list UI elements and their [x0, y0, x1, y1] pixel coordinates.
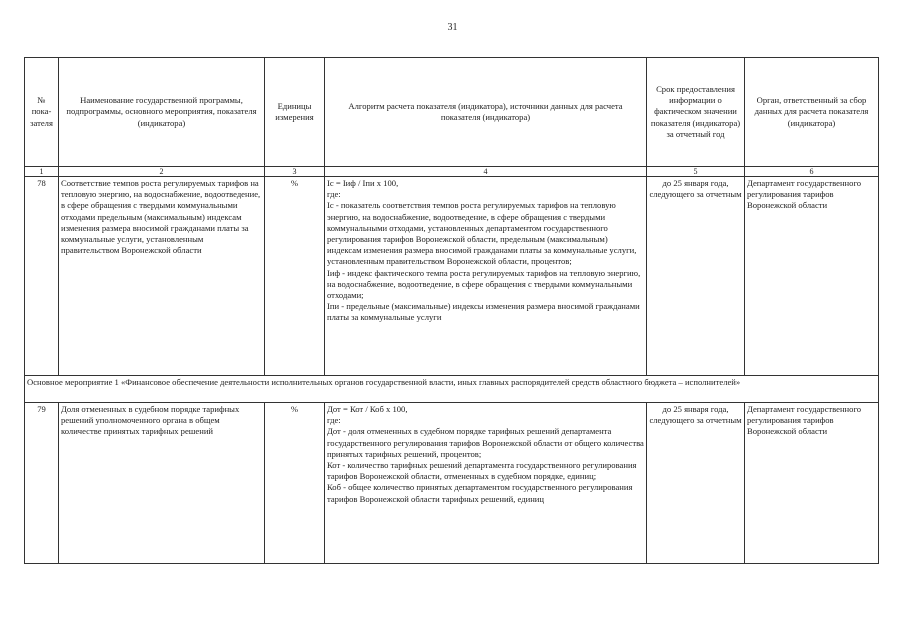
header-deadline: Срок предоставления информации о фактическом значении показателя (индикатора) за отчетный год: [647, 58, 745, 167]
header-unit: Единицы измерения: [265, 58, 325, 167]
variable-definition: Коб - общее количество принятых департаментом государственного регулирования тарифов Воронежской области тарифных решений, единиц: [327, 482, 633, 504]
indicator-name: Соответствие темпов роста регулируемых тарифов на тепловую энергию, на водоснабжение, водоотведение, в сфере обращения с твердыми коммунальными отходами предельным (максимальным) индексам изменения размера вносимой гражданами платы за коммунальные услуги, установленным правительством Воронежской области: [59, 177, 265, 376]
section-title: Основное мероприятие 1 «Финансовое обеспечение деятельности исполнительных органов государственной власти, иных главных распорядителей средств областного бюджета – исполнителей»: [25, 376, 879, 403]
table-row: [25, 403, 879, 564]
page-number: 31: [447, 22, 458, 33]
indicator-name: Доля отмененных в судебном порядке тарифных решений уполномоченного органа в общем количестве принятых тарифных решений: [59, 403, 265, 564]
column-number: 4: [325, 167, 647, 177]
column-number: 5: [647, 167, 745, 177]
variable-definition: Iс - показатель соответствия темпов роста регулируемых тарифов на тепловую энергию, на водоснабжение, водоотведение, в сфере обращения с твердыми коммунальными отходами, установленных департаментом государственного регулирования тарифов Воронежской области, предельным (максимальным) индексам изменения размера вносимой гражданами платы за коммунальные услуги, установленным правительством Воронежской области, процентов;: [327, 200, 637, 267]
responsible-body: Департамент государственного регулирования тарифов Воронежской области: [745, 403, 879, 564]
column-number: 6: [745, 167, 879, 177]
row-number: 78: [25, 177, 59, 376]
variable-definition: Дот - доля отмененных в судебном порядке тарифных решений департамента государственного регулирования тарифов Воронежской области от общего количества принятых тарифных решений, процентов;: [327, 426, 644, 459]
unit: %: [265, 403, 325, 564]
table-header-row: [25, 58, 879, 167]
algorithm: [325, 403, 647, 564]
variable-definition: Iиф - индекс фактического темпа роста регулируемых тарифов на тепловую энергию, на водоснабжение, водоотведение, в сфере обращения с твердыми коммунальными отходами;: [327, 267, 641, 301]
deadline: до 25 января года, следующего за отчетным: [647, 403, 745, 564]
where-label: где:: [327, 189, 341, 200]
algorithm: [325, 177, 647, 376]
formula: Дот = Кот / Коб x 100,: [327, 404, 408, 414]
header-indicator-number: № пока-зателя: [25, 58, 59, 167]
indicators-table: [24, 57, 879, 564]
column-number-row: [25, 167, 879, 177]
table-row: [25, 177, 879, 376]
deadline: до 25 января года, следующего за отчетным: [647, 177, 745, 376]
column-number: 2: [59, 167, 265, 177]
header-algorithm: Алгоритм расчета показателя (индикатора), источники данных для расчета показателя (индикатора): [325, 58, 647, 167]
formula: Iс = Iиф / Iпи x 100,: [327, 178, 399, 188]
column-number: 3: [265, 167, 325, 177]
variable-definition: Кот - количество тарифных решений департамента государственного регулирования тарифов Воронежской области, отмененных в судебном порядке, единиц;: [327, 460, 637, 482]
header-indicator-name: Наименование государственной программы, подпрограммы, основного мероприятия, показателя (индикатора): [59, 58, 265, 167]
header-responsible-body: Орган, ответственный за сбор данных для расчета показателя (индикатора): [745, 58, 879, 167]
variable-definition: Iпи - предельные (максимальные) индексы изменения размера вносимой гражданами платы за коммунальные услуги: [327, 301, 640, 323]
section-row: [25, 376, 879, 403]
unit: %: [265, 177, 325, 376]
where-label: где:: [327, 415, 341, 426]
responsible-body: Департамент государственного регулирования тарифов Воронежской области: [745, 177, 879, 376]
row-number: 79: [25, 403, 59, 564]
column-number: 1: [25, 167, 59, 177]
